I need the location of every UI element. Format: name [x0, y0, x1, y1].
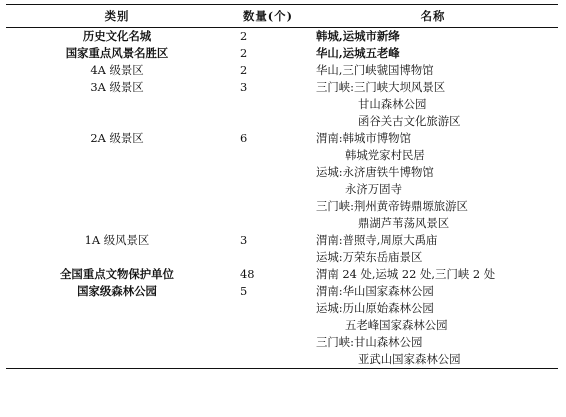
table-row	[6, 266, 558, 283]
row-category	[6, 147, 228, 164]
row-name: 五老峰国家森林公园	[345, 318, 448, 332]
row-name: 亚武山国家森林公园	[308, 351, 558, 369]
row-count	[228, 300, 308, 317]
scenic-spots-table	[6, 4, 558, 369]
table-row	[6, 334, 558, 351]
row-category	[6, 334, 228, 351]
table-row	[6, 79, 558, 96]
row-name: 鼎湖芦苇荡风景区	[358, 216, 450, 230]
row-category	[6, 113, 228, 130]
row-name: 三门峡:荆州黄帝铸鼎塬旅游区	[316, 199, 468, 213]
row-category	[6, 215, 228, 232]
table-row	[6, 130, 558, 147]
table-row	[6, 28, 558, 46]
row-category: 1A 级风景区	[84, 233, 150, 247]
row-name: 渭南:韩城市博物馆	[316, 131, 411, 145]
row-name: 运城:永济唐铁牛博物馆	[316, 165, 434, 179]
row-name: 华山,运城五老峰	[316, 46, 400, 60]
row-count	[228, 215, 308, 232]
row-count: 6	[240, 131, 248, 145]
row-category: 国家重点风景名胜区	[65, 46, 169, 60]
row-category: 2A 级景区	[90, 131, 144, 145]
row-count: 3	[240, 80, 248, 94]
row-category: 全国重点文物保护单位	[60, 267, 174, 281]
row-name: 运城:万荣东岳庙景区	[316, 250, 423, 264]
row-category	[6, 249, 228, 266]
table-row	[6, 164, 558, 181]
row-name: 运城:历山原始森林公园	[316, 301, 434, 315]
row-category: 历史文化名城	[82, 29, 152, 43]
table-row	[6, 300, 558, 317]
row-count: 5	[240, 284, 248, 298]
row-count: 48	[240, 267, 255, 281]
row-count: 2	[240, 63, 248, 77]
table-row	[6, 249, 558, 266]
header-category: 类别	[6, 5, 228, 28]
table-row	[6, 283, 558, 300]
table-row	[6, 96, 558, 113]
row-count	[228, 351, 308, 369]
header-name: 名称	[308, 5, 558, 28]
table-row	[6, 317, 558, 334]
row-name: 三门峡:三门峡大坝风景区	[316, 80, 446, 94]
row-name: 韩城,运城市新绛	[316, 29, 400, 43]
row-name: 韩城党家村民居	[345, 148, 425, 162]
row-count: 2	[240, 29, 248, 43]
table-row	[6, 232, 558, 249]
row-count	[228, 181, 308, 198]
row-name: 渭南 24 处,运城 22 处,三门峡 2 处	[316, 267, 496, 281]
row-count	[228, 198, 308, 215]
row-count	[228, 317, 308, 334]
table-row	[6, 181, 558, 198]
header-count: 数量(个)	[228, 5, 308, 28]
row-category	[6, 96, 228, 113]
row-category	[6, 351, 228, 369]
row-count: 2	[240, 46, 248, 60]
table-row	[6, 351, 558, 369]
row-count	[228, 334, 308, 351]
table-row	[6, 147, 558, 164]
row-count	[228, 249, 308, 266]
row-category: 国家级森林公园	[77, 284, 157, 298]
row-category	[6, 181, 228, 198]
row-count: 3	[240, 233, 248, 247]
row-name: 渭南:华山国家森林公园	[316, 284, 434, 298]
row-category	[6, 198, 228, 215]
row-count	[228, 96, 308, 113]
table-row	[6, 45, 558, 62]
row-category	[6, 164, 228, 181]
row-name: 三门峡:甘山森林公园	[316, 335, 423, 349]
row-count	[228, 164, 308, 181]
table-row	[6, 215, 558, 232]
table-row	[6, 198, 558, 215]
row-count	[228, 147, 308, 164]
row-category: 3A 级景区	[90, 80, 144, 94]
table-row	[6, 113, 558, 130]
row-name: 渭南:普照寺,周原大禹庙	[316, 233, 438, 247]
row-category	[6, 317, 228, 334]
table-row	[6, 62, 558, 79]
row-name: 函谷关古文化旅游区	[358, 114, 461, 128]
row-category	[6, 300, 228, 317]
table-header-row	[6, 5, 558, 28]
row-name: 永济万固寺	[345, 182, 402, 196]
row-count	[228, 113, 308, 130]
row-category: 4A 级景区	[90, 63, 144, 77]
row-name: 华山,三门峡虢国博物馆	[316, 63, 434, 77]
row-name: 甘山森林公园	[358, 97, 427, 111]
